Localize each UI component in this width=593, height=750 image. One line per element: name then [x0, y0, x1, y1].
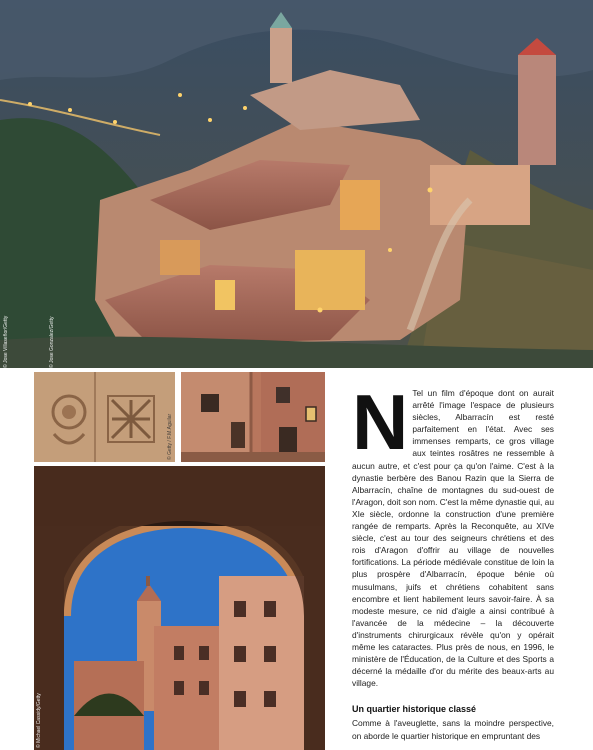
stone-carvings-illustration: [34, 372, 175, 462]
article-body-paragraph-2: Comme à l'aveuglette, sans la moindre perspective, on aborde le quartier historique en empruntant des: [352, 718, 554, 741]
arch-street-illustration: [34, 466, 325, 750]
photo-credit-hero-second: © Jose Gonzalez/Getty: [49, 316, 55, 368]
village-illustration: [0, 0, 593, 368]
photo-stone-arch-street: [34, 466, 325, 750]
section-subheading: Un quartier historique classé: [352, 704, 477, 715]
house-lantern-illustration: [181, 372, 325, 462]
drop-cap: N: [352, 378, 407, 466]
photo-credit-small-left: © Getty / F.M.Aguilar: [167, 413, 173, 460]
photo-credit-hero: © Jose Villaseñor/Getty: [3, 315, 9, 368]
hero-photo-albarracin-village: [0, 0, 593, 368]
photo-credit-arch: © Michael Cassidy/Getty: [36, 693, 42, 748]
photo-stone-carvings: [34, 372, 175, 462]
photo-house-lantern: [181, 372, 325, 462]
article-body-paragraph: Tel un film d'époque dont on aurait arrêté l'image l'espace de plusieurs siècles, Albarracín est resté parfaitement en l'état. Avec ses immenses remparts, ce gros village aux teintes rosâtres ne ressemble à aucun autre, et c'est pour ça qu'on l'aime. C'est à la dynastie berbère des Banou Razin que la Sierra de Albarracín, chaîne de montagnes du sud-ouest de l'Aragon, doit son nom. C'est la même dynastie qui, au XIe siècle, ordonne la construction d'une première rangée de remparts. Après la Reconquête, au XIVe siècle, c'est au tour des seigneurs chrétiens et des rois d'Aragon d'offrir au village de nouvelles fortifications. La période médiévale constitue de loin la plus prospère d'Albarracín, époque bénie où musulmans, juifs et chrétiens cohabitent sans encombre et lient habilement leurs savoir-faire. À sa modeste mesure, ce nid d'aigle a ainsi contribué à l'avancée de la médecine – la découverte d'instruments chirurgicaux révèle qu'on y opérait même les cataractes. Plus près de nous, en 1996, le ministère de l'Éducation, de la Culture et des Sports a décerné la médaille d'or du mérite des beaux-arts au village.: [352, 388, 554, 689]
article-column: [352, 378, 554, 742]
